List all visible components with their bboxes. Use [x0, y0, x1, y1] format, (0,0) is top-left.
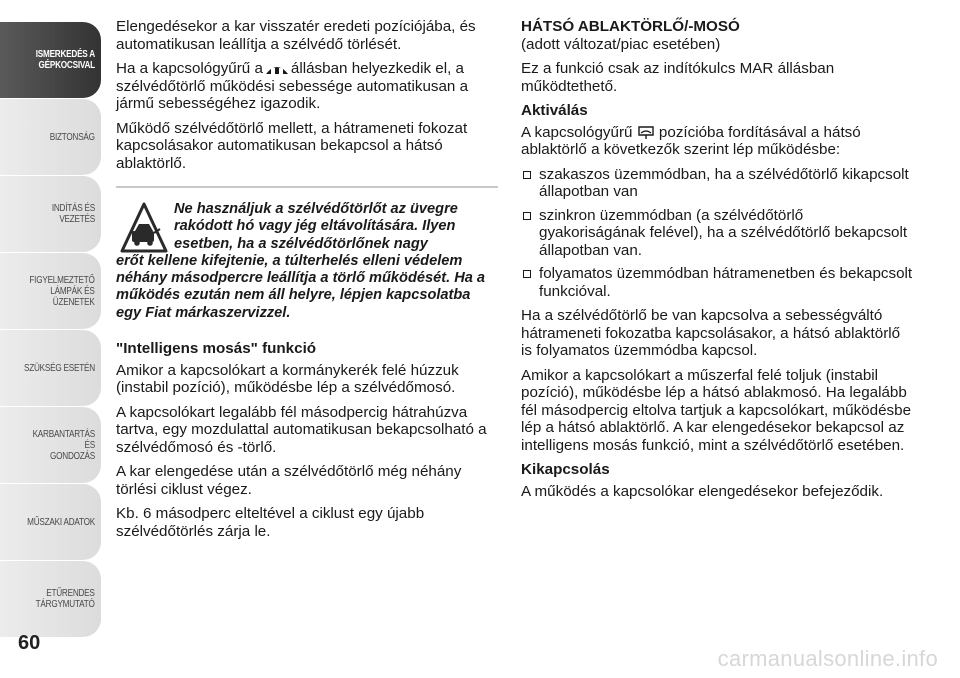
section-heading: "Intelligens mosás" funkció — [116, 340, 317, 358]
tab-technical-data[interactable]: MŰSZAKI ADATOK — [0, 484, 101, 560]
warning-triangle-icon — [120, 201, 168, 255]
divider — [116, 186, 498, 188]
tab-index[interactable]: ETŰRENDES TÁRGYMUTATÓ — [0, 561, 101, 637]
paragraph: Ha a szélvédőtörlő be van kapcsolva a sebességváltó hátrameneti fokozatba kapcsolásakor, a hátsó ablaktörlő is folyamatos üzemmódba kapcsol. — [521, 307, 901, 359]
section-title: HÁTSÓ ABLAKTÖRLŐ/-MOSÓ — [521, 18, 740, 35]
warning-text: Ne használjuk a szélvédőtörlőt az üvegre rakódott hó vagy jég eltávolítására. Ilyen esetben, ha a szélvédőtörlőnek nagy — [174, 201, 458, 252]
tab-getting-to-know[interactable]: ISMERKEDÉS A GÉPKOCSIVAL — [0, 22, 101, 98]
page-number: 60 — [18, 632, 41, 654]
tab-maintenance[interactable]: KARBANTARTÁS ÉS GONDOZÁS — [0, 407, 101, 483]
subheading-deactivation: Kikapcsolás — [521, 461, 610, 478]
rear-wiper-icon — [638, 126, 654, 140]
warning-box — [116, 201, 498, 322]
list-item: folyamatos üzemmódban hátramenetben és bekapcsolt funkcióval. — [521, 265, 913, 300]
warning-text-continued: erőt kellene kifejtenie, a túlterhelés elleni védelem néhány másodpercre leállítja a törlő működését. Ha a működés ezután nem áll helyre, lépjen kapcsolatba egy Fiat márkaszervizzel. — [116, 252, 486, 321]
paragraph-rear-wiper: A kapcsológyűrű pozícióba fordításával a hátsó ablaktörlő a következők szerint lép működésbe: — [521, 123, 861, 158]
paragraph: Kb. 6 másodperc elteltével a ciklust egy újabb szélvédőtörlés zárja le. — [116, 505, 425, 540]
paragraph: Működő szélvédőtörlő mellett, a hátrameneti fokozat kapcsolásakor automatikusan bekapcsol a hátsó ablaktörlő. — [116, 119, 468, 172]
mode-list — [521, 166, 913, 301]
paragraph: Ez a funkció csak az indítókulcs MAR állásban működtethető. — [521, 60, 835, 95]
right-column — [521, 18, 913, 507]
tab-starting-driving[interactable]: INDÍTÁS ÉS VEZETÉS — [0, 176, 101, 252]
list-item: szakaszos üzemmódban, ha a szélvédőtörlő kikapcsolt állapotban van — [521, 166, 913, 201]
paragraph: Amikor a kapcsolókart a kormánykerék felé húzzuk (instabil pozíció), működésbe lép a szélvédőmosó. — [116, 361, 459, 397]
watermark: carmanualsonline.info — [717, 646, 938, 671]
section-subtitle: (adott változat/piac esetében) — [521, 35, 721, 53]
left-column — [116, 18, 498, 547]
paragraph: Amikor a kapcsolókart a műszerfal felé toljuk (instabil pozíció), működésbe lép a hátsó ablakmosó. Ha legalább fél másodpercig eltolva tartjuk a kapcsolókart, működésbe lép a hátsó ablaktörlő. A kar elengedésekor bekapcsol az intelligens mosás funkció, mint a szélvédőtörlő esetében. — [521, 366, 912, 454]
paragraph: A működés a kapcsolókar elengedésekor befejeződik. — [521, 482, 884, 500]
tab-safety[interactable]: BIZTONSÁG — [0, 99, 101, 175]
paragraph: A kar elengedése után a szélvédőtörlő még néhány törlési ciklust végez. — [116, 463, 462, 498]
paragraph: Elengedésekor a kar visszatér eredeti pozíciójába, és automatikusan leállítja a szélvédő törlését. — [116, 18, 476, 53]
paragraph-auto-speed: Ha a kapcsológyűrű a állásban helyezkedik el, a szélvédőtörlő működési sebessége automatikusan a jármű sebességéhez igazodik. — [116, 60, 469, 112]
tab-warning-lights[interactable]: FIGYELMEZTETŐ LÁMPÁK ÉS ÜZENETEK — [0, 253, 101, 329]
paragraph: A kapcsolókart legalább fél másodpercig hátrahúzva tartva, egy mozdulattal automatikusan bekapcsolható a szélvédőmosó és -törlő. — [116, 403, 487, 456]
subheading-activation: Aktiválás — [521, 102, 588, 119]
tab-emergency[interactable]: SZÜKSÉG ESETÉN — [0, 330, 101, 406]
auto-wiper-icon — [264, 62, 290, 76]
list-item: szinkron üzemmódban (a szélvédőtörlő gyakoriságának felével), ha a szélvédőtörlő bekapcsolt állapotban van. — [521, 207, 913, 260]
